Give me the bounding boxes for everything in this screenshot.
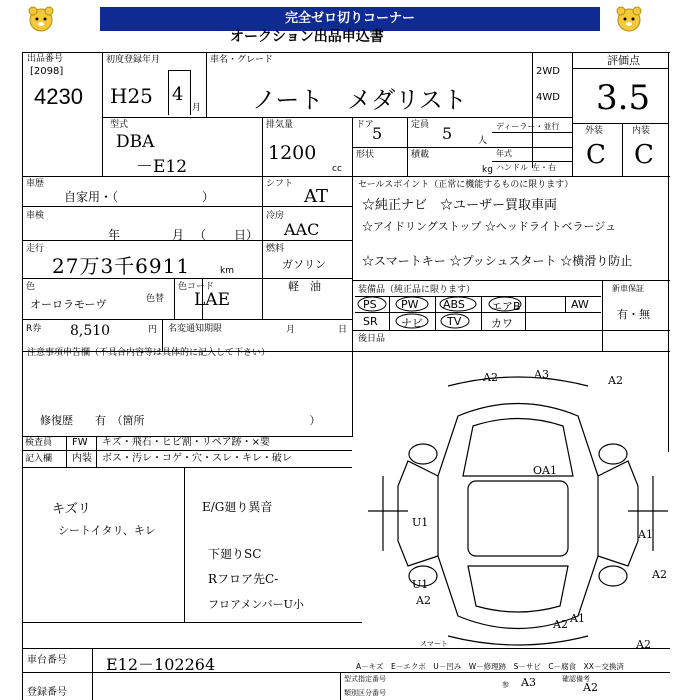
displacement-value: 1200	[268, 142, 317, 164]
capacity-value: 5	[442, 124, 453, 143]
recycle-label: R券	[26, 324, 42, 334]
dealer-label: ディーラー・並行	[496, 122, 560, 131]
damage-a2-left-lower: A2	[416, 594, 431, 607]
doors-label: ドア	[356, 120, 374, 130]
damage-a3-bumper: A3	[521, 676, 536, 689]
fuel-light-oil: 軽 油	[288, 280, 321, 293]
aircon-value: AAC	[284, 220, 320, 239]
remark-right-3: Rフロア先C-	[208, 572, 279, 586]
remark-right-2: 下廻りSC	[208, 547, 262, 561]
exterior-grade: C	[586, 140, 606, 170]
fuel-label: 燃料	[266, 244, 285, 254]
class-label: 類別区分番号	[344, 689, 386, 697]
drive-4wd: 4WD	[536, 92, 560, 103]
afterdate-label: 後日品	[358, 334, 386, 344]
equip-leather: カワ	[491, 317, 513, 330]
history-label: 車歴	[26, 179, 45, 189]
damage-a3-top: A3	[534, 368, 549, 381]
handle-label: ハンドル	[496, 163, 528, 172]
interior-grade: C	[634, 140, 654, 170]
bear-mascot-icon	[26, 4, 56, 34]
registration-month: 4	[172, 84, 184, 105]
capacity-label: 定員	[411, 120, 430, 130]
new-car-label: 新車保証	[612, 284, 644, 293]
damage-a2-bumper-right: A2	[583, 681, 598, 694]
inspector-int-label: 内装	[72, 453, 92, 464]
notes-label: 注意事項申告欄（不具合内容等は具体的に記入して下さい）	[27, 348, 271, 358]
recycle-value: 8,510	[70, 323, 111, 339]
fuel-gasoline: ガソリン	[282, 258, 326, 271]
doors-value: 5	[372, 124, 383, 143]
displacement-unit: cc	[332, 164, 342, 174]
inspection-year: 年	[108, 228, 121, 242]
score-label: 評価点	[607, 54, 640, 67]
sales-line2: ☆アイドリングストップ ☆ヘッドライトベラージュ	[362, 220, 617, 233]
load-unit: kg	[482, 165, 493, 175]
load-label: 積載	[411, 150, 430, 160]
month-unit: 月	[192, 103, 202, 113]
damage-oa1-hood: OA1	[533, 464, 557, 477]
damage-a1-rear: A1	[570, 612, 585, 625]
mileage-value: 27万3千6911	[52, 254, 191, 278]
inspection-open: （	[194, 228, 207, 242]
confirm-label: 確認備考	[562, 675, 590, 683]
recycle-unit: 円	[148, 325, 158, 335]
paint-change-label: 色替	[146, 294, 165, 304]
remark-right-1: E/G廻り異音	[202, 500, 273, 514]
registration-label: 初度登録年月	[106, 55, 161, 65]
interior-label: 内装	[632, 126, 651, 136]
equipment-grid	[355, 296, 601, 330]
damage-a1-right: A1	[638, 528, 653, 541]
color-code-value: LAE	[194, 290, 230, 310]
color-label: 色	[26, 282, 36, 292]
remark-left-1: キズリ	[52, 502, 91, 517]
shape-label: 形状	[356, 150, 375, 160]
new-car-value: 有・無	[617, 308, 650, 321]
legend: A－キズ E－エクボ U－凹み W－修理跡 S－サビ C－腐食 XX－交換済	[356, 662, 624, 671]
equip-pw: PW	[401, 298, 419, 311]
banner-title: 完全ゼロ切りコーナー	[100, 7, 600, 31]
damage-u1-left: U1	[412, 516, 429, 529]
lot-number: 4230	[34, 84, 83, 109]
color-code-label: 色コード	[178, 282, 215, 292]
reg-number-label: 登録番号	[27, 687, 67, 698]
equip-tv: TV	[447, 315, 462, 328]
remark-right-4: フロアメンバーU小	[208, 598, 304, 611]
auction-sheet	[22, 40, 670, 700]
mileage-unit: km	[220, 266, 234, 276]
equip-abs: ABS	[443, 298, 465, 311]
model-name: ノート メダリスト	[252, 86, 467, 114]
equip-airbag: エアB	[491, 300, 521, 313]
score-value: 3.5	[596, 78, 651, 118]
repair-history: 修復歴 有 （箇所 ）	[40, 414, 321, 427]
aircon-label: 冷房	[266, 211, 285, 221]
shift-label: シフト	[266, 179, 294, 189]
sales-line1: ☆純正ナビ ☆ユーザー買取車両	[362, 198, 558, 213]
ref-label: 参	[502, 681, 509, 689]
type-line2: －E12	[136, 157, 188, 177]
inspector-interior: ボス・汚レ・コゲ・穴・スレ・キレ・破レ	[102, 453, 292, 464]
type-line1: DBA	[116, 132, 155, 152]
equipment-circles	[355, 296, 601, 330]
frame-number-value: E12－102264	[106, 655, 216, 674]
equip-navi: ナビ	[401, 317, 423, 330]
damage-a2-right: A2	[652, 568, 667, 581]
year-label: 年式	[496, 149, 512, 158]
inspection-month: 月	[172, 228, 185, 242]
handle-value: 左・右	[532, 163, 556, 172]
inspector-fw: FW	[72, 437, 88, 448]
inspection-label: 車検	[26, 211, 45, 221]
inspector-label: 検査員	[25, 438, 53, 448]
displacement-label: 排気量	[266, 120, 294, 130]
damage-a2-top-left: A2	[483, 371, 498, 384]
name-deadline-month: 月	[286, 325, 296, 335]
drive-2wd: 2WD	[536, 66, 560, 77]
inspection-day: 日）	[234, 228, 259, 242]
inspector-exterior: キズ・飛石・ヒビ割・リペア跡・×要	[102, 437, 270, 448]
bear-mascot-icon	[614, 4, 644, 34]
sales-line3: ☆スマートキー ☆プッシュスタート ☆横滑り防止	[362, 254, 633, 268]
name-deadline-label: 名変通知期限	[168, 324, 223, 334]
remark-left-2: シートイタリ、キレ	[58, 524, 156, 537]
equip-aw: AW	[571, 298, 589, 311]
equip-sr: SR	[363, 315, 378, 328]
mileage-label: 走行	[26, 244, 45, 254]
damage-u1-left-lower: U1	[412, 578, 429, 591]
frame-number-label: 車台番号	[27, 655, 67, 666]
lot-number-label: 出品番号	[27, 54, 64, 64]
type-label: 型式	[110, 120, 129, 130]
damage-a2-top-right: A2	[608, 374, 623, 387]
shift-value: AT	[304, 186, 329, 207]
damage-a2-rear-right: A2	[636, 638, 651, 651]
color-value: オーロラモーヴ	[30, 298, 107, 311]
smart-key-note: スマート	[420, 640, 448, 648]
header-title: オークション出品申込書	[230, 29, 384, 45]
exterior-label: 外装	[585, 126, 604, 136]
equipment-label: 装備品（純正品に限ります）	[358, 285, 476, 295]
inspector-note-label: 記入欄	[25, 454, 53, 464]
model-label: 車名・グレード	[210, 55, 274, 65]
registration-year: H25	[110, 84, 153, 108]
damage-a2-rear: A2	[553, 618, 568, 631]
history-value: 自家用・（ ）	[64, 190, 215, 204]
lot-number-small: [2098]	[30, 66, 64, 77]
equip-ps: PS	[363, 298, 377, 311]
model-spec-label: 型式指定番号	[344, 675, 386, 683]
sales-label: セールスポイント（正常に機能するものに限ります）	[358, 180, 574, 190]
capacity-unit: 人	[478, 136, 488, 146]
name-deadline-day: 日	[338, 325, 348, 335]
